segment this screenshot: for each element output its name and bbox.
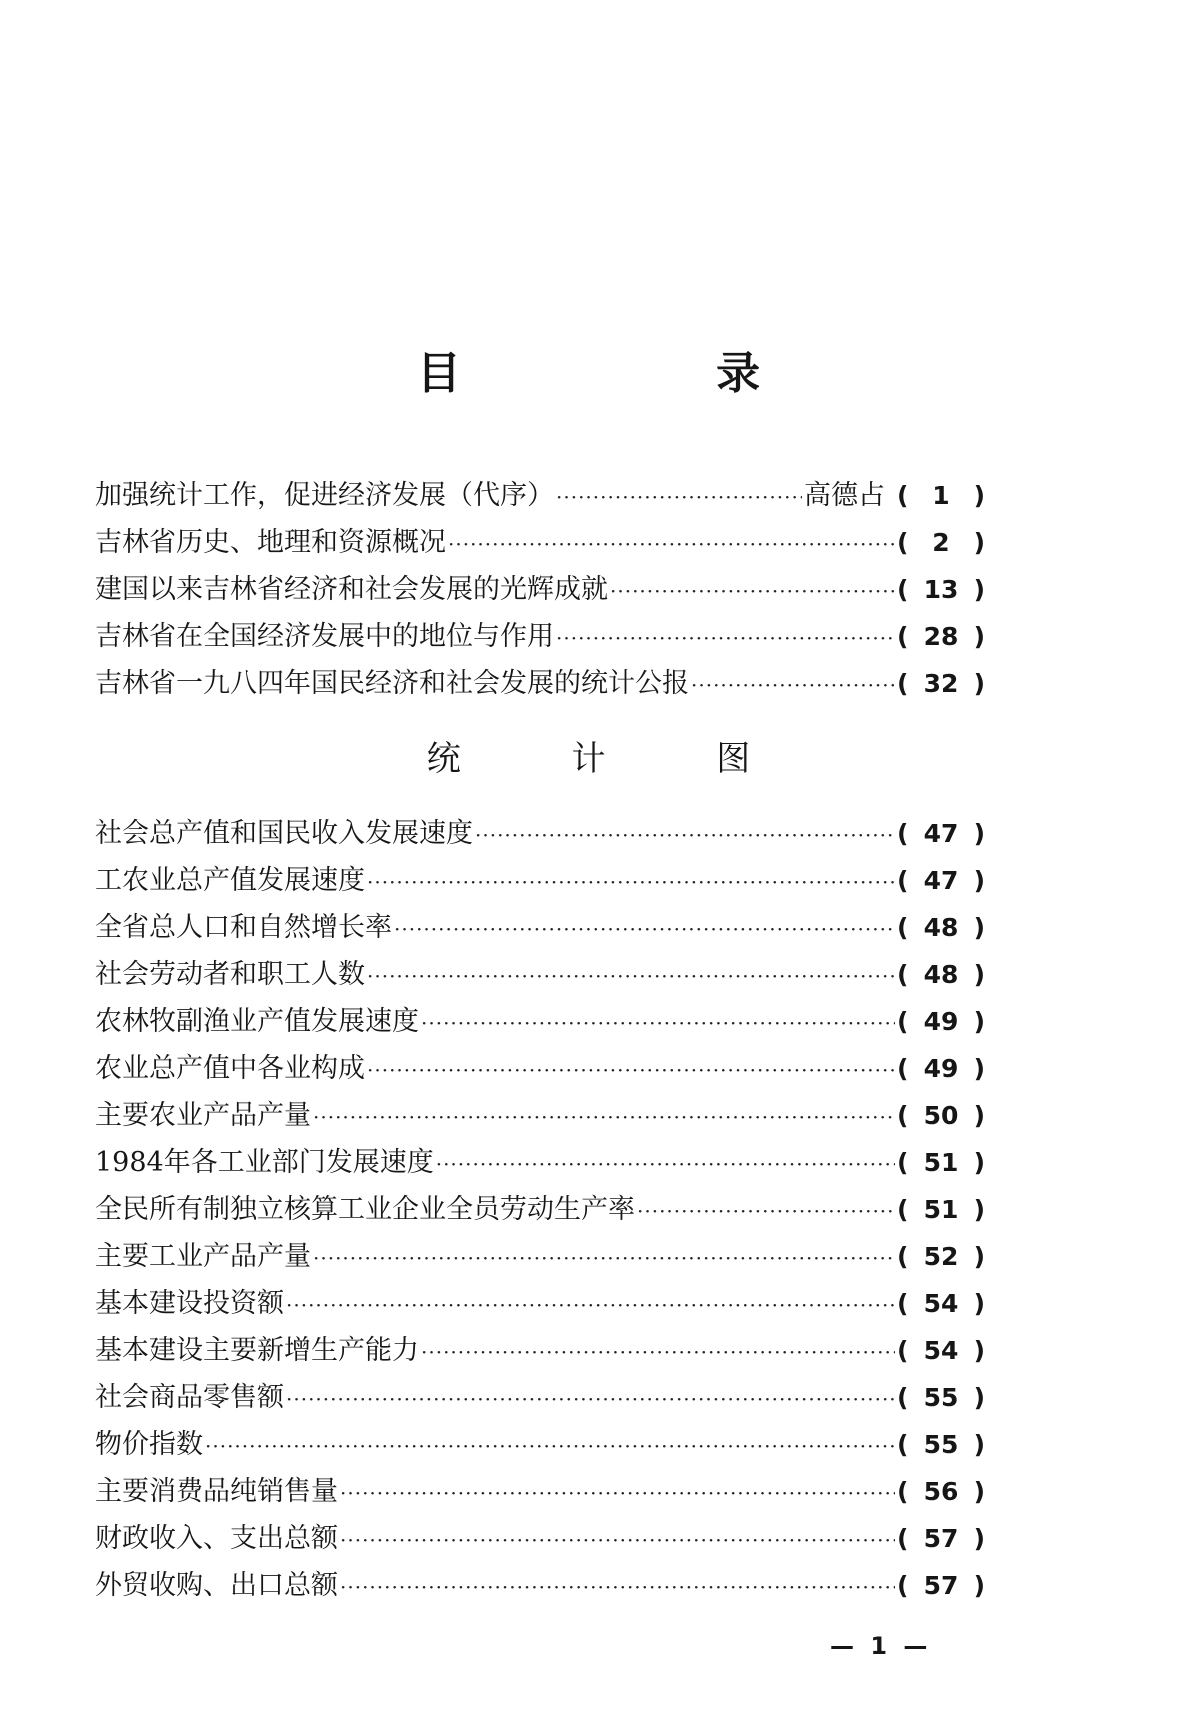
open-paren: ( <box>897 622 909 651</box>
open-paren: ( <box>897 866 909 895</box>
close-paren: ) <box>973 1336 985 1365</box>
dot-leader <box>556 474 802 521</box>
toc-entry[interactable] <box>95 1327 985 1374</box>
dot-leader <box>286 1376 895 1423</box>
toc-entry[interactable] <box>95 566 985 613</box>
page-number-value: 54 <box>923 1336 959 1365</box>
page-number-value: 47 <box>923 819 959 848</box>
close-paren: ) <box>973 1101 985 1130</box>
close-paren: ) <box>973 1477 985 1506</box>
close-paren: ) <box>973 960 985 989</box>
dot-leader <box>313 1235 895 1282</box>
toc-entry-page <box>897 1515 985 1562</box>
toc-entry-page <box>897 566 985 613</box>
dot-leader <box>313 1094 895 1141</box>
toc-entry[interactable] <box>95 1233 985 1280</box>
toc-entry[interactable] <box>95 998 985 1045</box>
toc-entry-title: 吉林省历史、地理和资源概况 <box>95 527 446 558</box>
open-paren: ( <box>897 913 909 942</box>
toc-entry-title: 全省总人口和自然增长率 <box>95 912 392 943</box>
dot-leader <box>367 953 895 1000</box>
open-paren: ( <box>897 528 909 557</box>
page-number: — 1 — <box>830 1632 932 1660</box>
page-number-value: 49 <box>923 1007 959 1036</box>
toc-entry-title: 农业总产值中各业构成 <box>95 1053 365 1084</box>
open-paren: ( <box>897 1007 909 1036</box>
page-number-value: 1 <box>932 481 950 510</box>
toc-entry-title: 全民所有制独立核算工业企业全员劳动生产率 <box>95 1194 635 1225</box>
toc-entry-page <box>897 857 985 904</box>
dot-leader <box>637 1188 895 1235</box>
page-number-value: 32 <box>923 669 959 698</box>
toc-entry[interactable] <box>95 810 985 857</box>
toc-entry-page <box>897 613 985 660</box>
close-paren: ) <box>973 1148 985 1177</box>
toc-entry-page <box>897 1186 985 1233</box>
toc-entry[interactable] <box>95 1280 985 1327</box>
toc-entry[interactable] <box>95 1562 985 1609</box>
open-paren: ( <box>897 1336 909 1365</box>
toc-entry-page <box>897 1045 985 1092</box>
toc-entry[interactable] <box>95 1421 985 1468</box>
dot-leader <box>436 1141 895 1188</box>
dot-leader <box>367 859 895 906</box>
close-paren: ) <box>973 866 985 895</box>
toc-entry[interactable] <box>95 1374 985 1421</box>
chart-section-title: 统 计 图 <box>426 739 801 779</box>
open-paren: ( <box>897 1477 909 1506</box>
toc-entry-page <box>897 1280 985 1327</box>
open-paren: ( <box>897 1054 909 1083</box>
toc-entry[interactable] <box>95 857 985 904</box>
toc-entry-title: 加强统计工作，促进经济发展（代序） <box>95 480 554 511</box>
toc-entry-page <box>897 998 985 1045</box>
open-paren: ( <box>897 1242 909 1271</box>
toc-entry-title: 基本建设投资额 <box>95 1288 284 1319</box>
toc-entry-title: 社会总产值和国民收入发展速度 <box>95 818 473 849</box>
toc-entry-page <box>897 1327 985 1374</box>
dot-leader <box>448 521 895 568</box>
close-paren: ) <box>973 1195 985 1224</box>
toc-entry[interactable] <box>95 904 985 951</box>
page-number-value: 28 <box>923 622 959 651</box>
toc-entry-title: 主要工业产品产量 <box>95 1241 311 1272</box>
toc-entry[interactable] <box>95 613 985 660</box>
toc-entry-title: 物价指数 <box>95 1429 203 1460</box>
close-paren: ) <box>973 1242 985 1271</box>
toc-entry-title: 1984年各工业部门发展速度 <box>95 1147 434 1178</box>
toc-entry[interactable] <box>95 472 985 519</box>
close-paren: ) <box>973 1430 985 1459</box>
intro-toc-list <box>95 472 985 707</box>
toc-entry[interactable] <box>95 951 985 998</box>
page-number-value: 52 <box>923 1242 959 1271</box>
toc-entry[interactable] <box>95 1186 985 1233</box>
toc-entry-page <box>897 1139 985 1186</box>
toc-entry[interactable] <box>95 1468 985 1515</box>
toc-entry-title: 吉林省在全国经济发展中的地位与作用 <box>95 621 554 652</box>
toc-entry-page <box>897 810 985 857</box>
toc-entry-title: 主要农业产品产量 <box>95 1100 311 1131</box>
toc-entry-page <box>897 1233 985 1280</box>
open-paren: ( <box>897 669 909 698</box>
close-paren: ) <box>973 819 985 848</box>
dot-leader <box>340 1470 895 1517</box>
toc-entry-page <box>897 472 985 519</box>
close-paren: ) <box>973 669 985 698</box>
toc-entry-page <box>897 1468 985 1515</box>
page-number-value: 56 <box>923 1477 959 1506</box>
toc-entry-page <box>897 1092 985 1139</box>
close-paren: ) <box>973 1054 985 1083</box>
page-number-value: 54 <box>923 1289 959 1318</box>
toc-entry-title: 社会商品零售额 <box>95 1382 284 1413</box>
open-paren: ( <box>897 1101 909 1130</box>
close-paren: ) <box>973 528 985 557</box>
page-number-value: 2 <box>932 528 950 557</box>
dot-leader <box>367 1047 895 1094</box>
dot-leader <box>340 1517 895 1564</box>
open-paren: ( <box>897 1289 909 1318</box>
toc-entry-page <box>897 1374 985 1421</box>
page-number-value: 57 <box>923 1571 959 1600</box>
close-paren: ) <box>973 622 985 651</box>
open-paren: ( <box>897 1571 909 1600</box>
dot-leader <box>205 1423 895 1470</box>
open-paren: ( <box>897 575 909 604</box>
dot-leader <box>475 812 895 859</box>
close-paren: ) <box>973 575 985 604</box>
toc-entry[interactable] <box>95 660 985 707</box>
toc-entry-title: 外贸收购、出口总额 <box>95 1570 338 1601</box>
toc-entry[interactable] <box>95 1139 985 1186</box>
page-number-value: 55 <box>923 1383 959 1412</box>
close-paren: ) <box>973 1383 985 1412</box>
dot-leader <box>421 1329 895 1376</box>
toc-entry-title: 建国以来吉林省经济和社会发展的光辉成就 <box>95 574 608 605</box>
toc-entry-title: 主要消费品纯销售量 <box>95 1476 338 1507</box>
page-number-value: 48 <box>923 960 959 989</box>
toc-entry-title: 社会劳动者和职工人数 <box>95 959 365 990</box>
toc-entry-page <box>897 951 985 998</box>
open-paren: ( <box>897 960 909 989</box>
toc-entry[interactable] <box>95 519 985 566</box>
dot-leader <box>286 1282 895 1329</box>
dot-leader <box>421 1000 895 1047</box>
page-number-value: 49 <box>923 1054 959 1083</box>
dot-leader <box>691 662 895 709</box>
page-number-value: 57 <box>923 1524 959 1553</box>
toc-entry-title: 工农业总产值发展速度 <box>95 865 365 896</box>
toc-entry-title: 基本建设主要新增生产能力 <box>95 1335 419 1366</box>
chart-toc-list <box>95 810 985 1609</box>
toc-entry-page <box>897 660 985 707</box>
close-paren: ) <box>973 1007 985 1036</box>
toc-entry-page <box>897 1562 985 1609</box>
open-paren: ( <box>897 819 909 848</box>
dot-leader <box>340 1564 895 1611</box>
open-paren: ( <box>897 1148 909 1177</box>
toc-entry[interactable] <box>95 1045 985 1092</box>
toc-entry[interactable] <box>95 1515 985 1562</box>
toc-entry-page <box>897 904 985 951</box>
close-paren: ) <box>973 481 985 510</box>
toc-entry-title: 财政收入、支出总额 <box>95 1523 338 1554</box>
close-paren: ) <box>973 913 985 942</box>
toc-entry-page <box>897 519 985 566</box>
page-number-value: 48 <box>923 913 959 942</box>
toc-entry-title: 吉林省一九八四年国民经济和社会发展的统计公报 <box>95 668 689 699</box>
toc-entry[interactable] <box>95 1092 985 1139</box>
toc-entry-page <box>897 1421 985 1468</box>
open-paren: ( <box>897 1383 909 1412</box>
page-number-value: 51 <box>923 1148 959 1177</box>
close-paren: ) <box>973 1571 985 1600</box>
page-number-value: 51 <box>923 1195 959 1224</box>
page-number-value: 55 <box>923 1430 959 1459</box>
toc-entry-author: 高德占 <box>804 480 885 511</box>
open-paren: ( <box>897 1430 909 1459</box>
toc-entry-title: 农林牧副渔业产值发展速度 <box>95 1006 419 1037</box>
open-paren: ( <box>897 1524 909 1553</box>
page-number-value: 47 <box>923 866 959 895</box>
dot-leader <box>610 568 895 615</box>
open-paren: ( <box>897 1195 909 1224</box>
dot-leader <box>394 906 895 953</box>
dot-leader <box>556 615 895 662</box>
page-number-value: 13 <box>923 575 959 604</box>
close-paren: ) <box>973 1524 985 1553</box>
close-paren: ) <box>973 1289 985 1318</box>
page-number-value: 50 <box>923 1101 959 1130</box>
page-title: 目 录 <box>416 348 881 399</box>
open-paren: ( <box>897 481 909 510</box>
